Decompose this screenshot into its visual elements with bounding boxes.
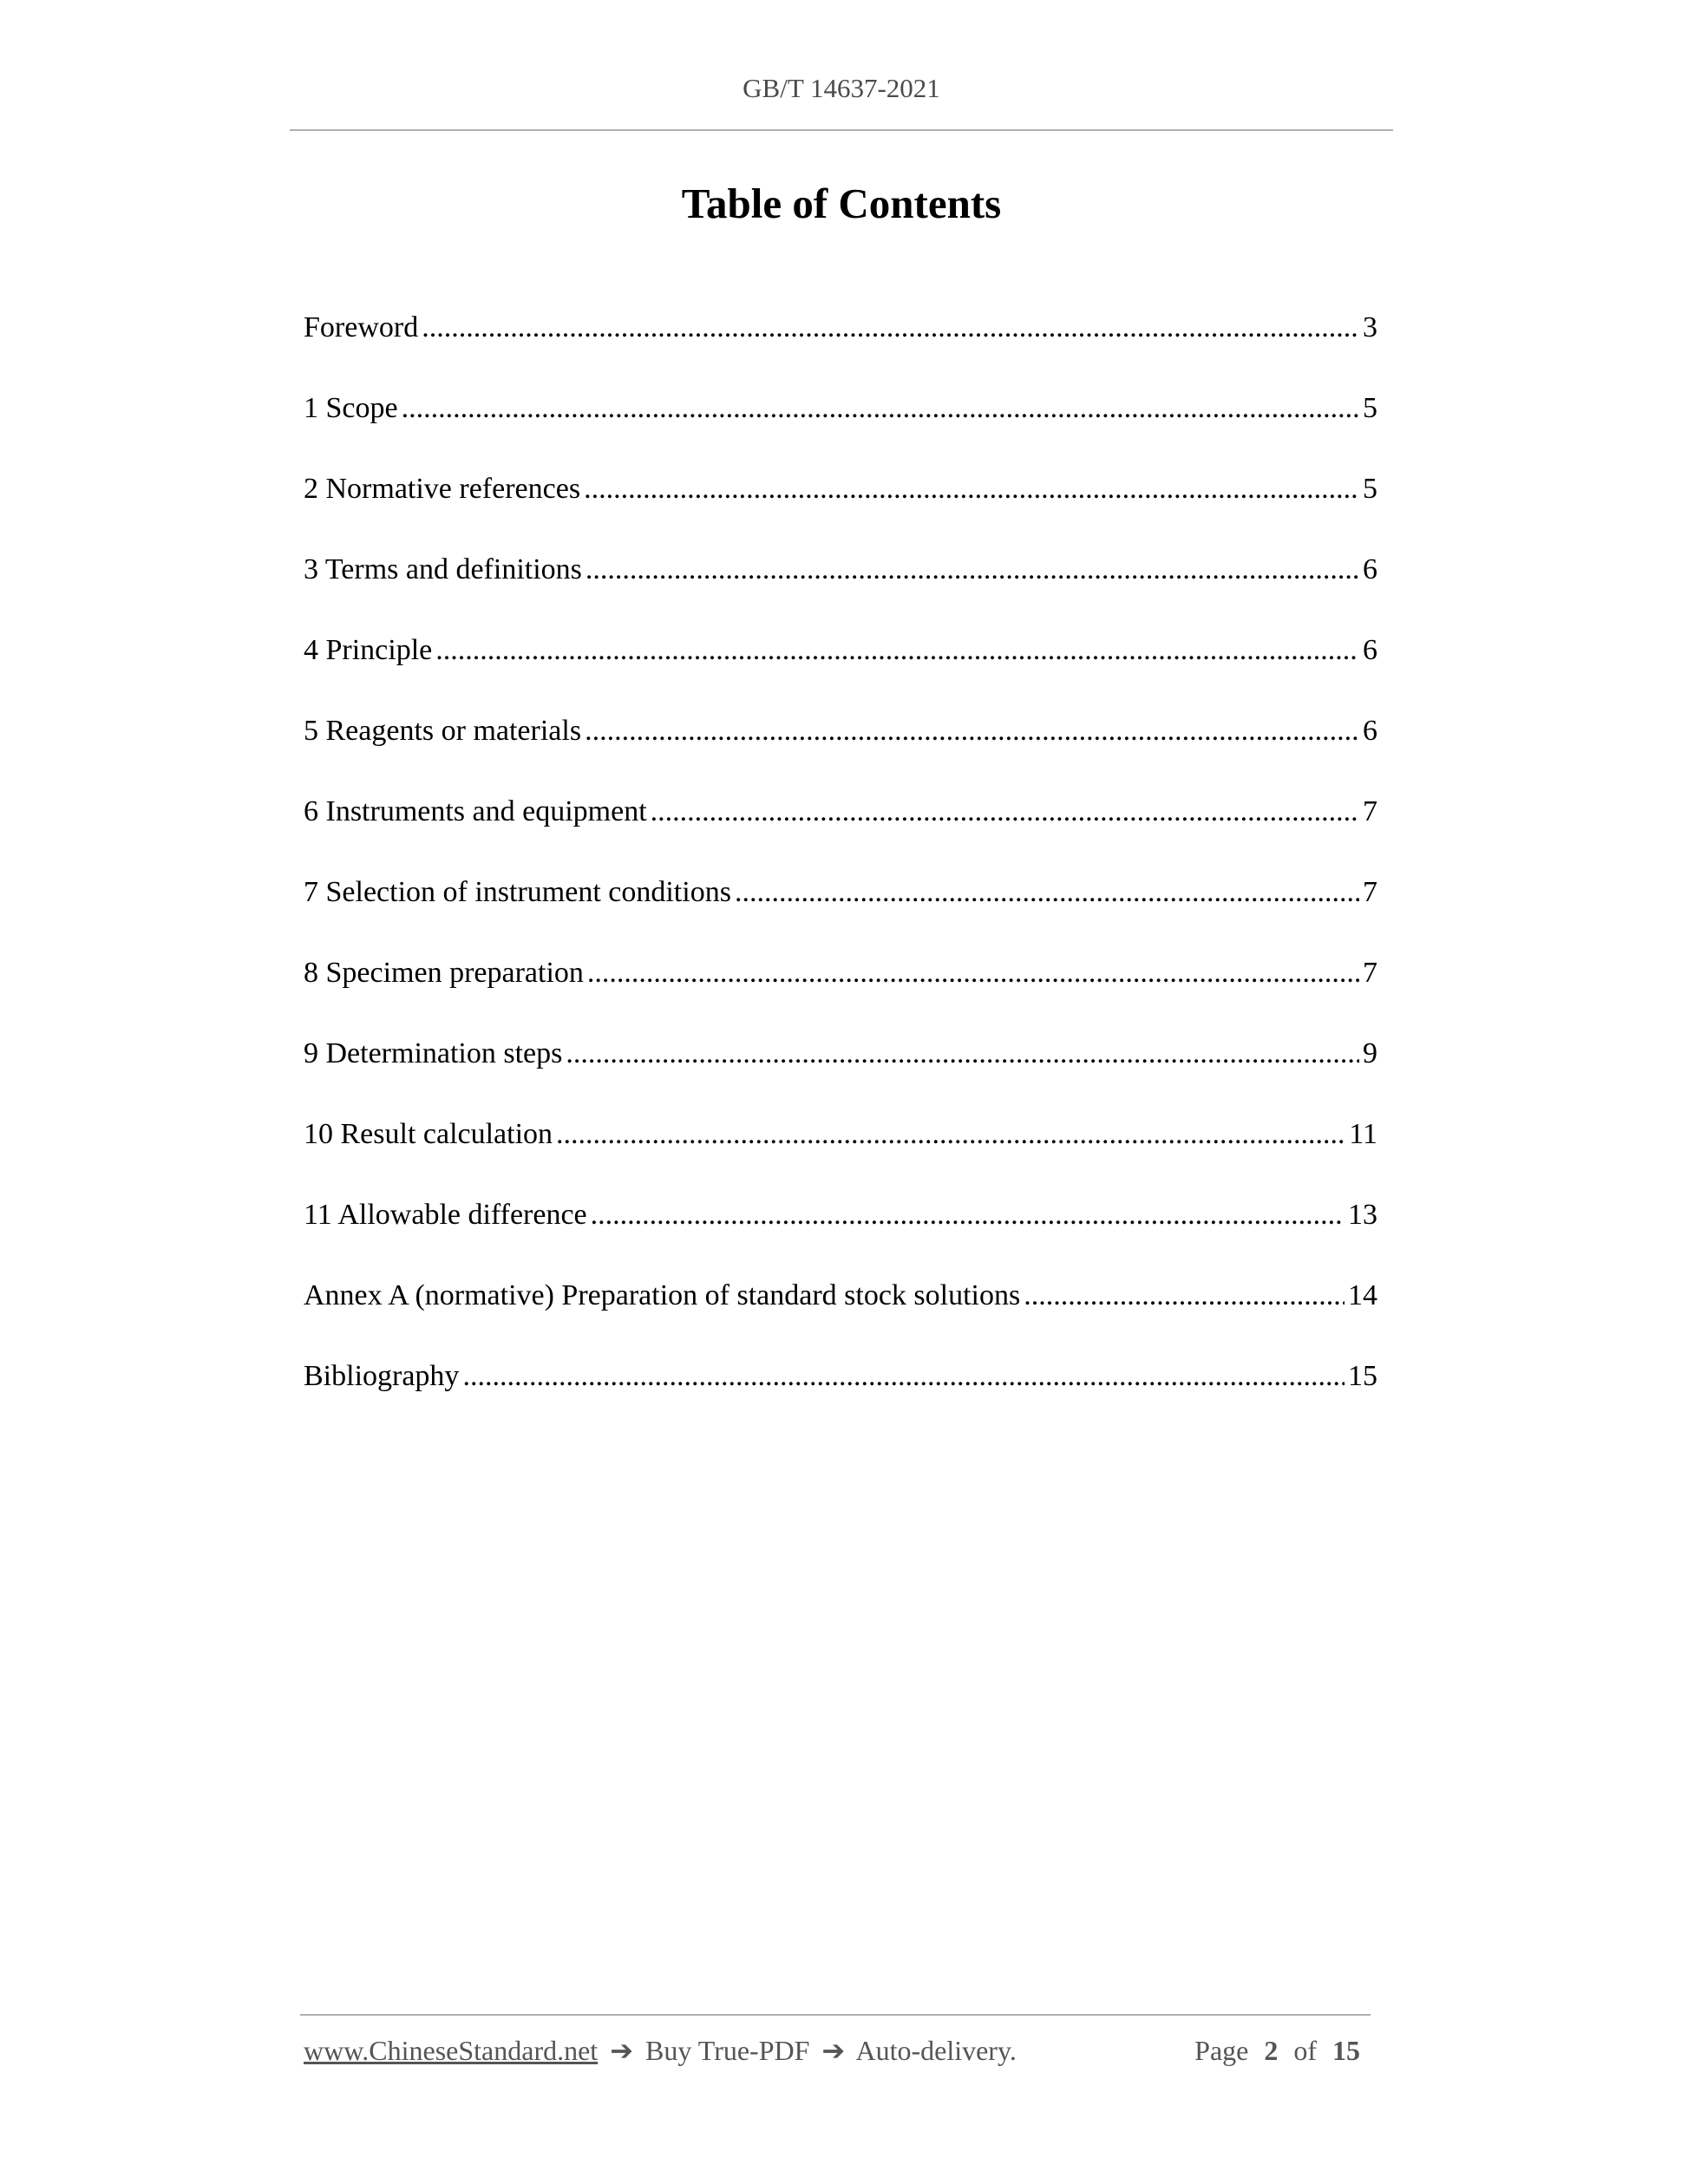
toc-entry-instrument-conditions[interactable] bbox=[304, 868, 1377, 949]
toc-entry-label: 6 Instruments and equipment bbox=[304, 795, 647, 827]
toc-dot-leader bbox=[591, 1191, 1345, 1239]
toc-entry-label: 1 Scope bbox=[304, 392, 398, 424]
toc-entry-page: 6 bbox=[1363, 553, 1377, 585]
header-divider bbox=[290, 129, 1393, 131]
toc-entry-page: 7 bbox=[1363, 876, 1377, 908]
toc-entry-annex-a[interactable] bbox=[304, 1272, 1377, 1352]
toc-entry-allowable-difference[interactable] bbox=[304, 1191, 1377, 1272]
toc-dot-leader bbox=[651, 788, 1359, 836]
toc-entry-label: 5 Reagents or materials bbox=[304, 715, 582, 747]
toc-entry-label: 10 Result calculation bbox=[304, 1118, 553, 1150]
footer-step-delivery: Auto-delivery. bbox=[855, 2035, 1017, 2066]
toc-dot-leader bbox=[435, 626, 1359, 675]
toc-entry-page: 14 bbox=[1348, 1279, 1377, 1311]
footer-step-buy: Buy True-PDF bbox=[645, 2035, 810, 2066]
toc-entry-reagents-or-materials[interactable] bbox=[304, 707, 1377, 788]
toc-dot-leader bbox=[566, 1030, 1359, 1078]
toc-entry-foreword[interactable] bbox=[304, 304, 1377, 384]
toc-entry-bibliography[interactable] bbox=[304, 1352, 1377, 1433]
toc-entry-label: 3 Terms and definitions bbox=[304, 553, 582, 585]
toc-dot-leader bbox=[585, 707, 1359, 755]
toc-entry-page: 13 bbox=[1348, 1199, 1377, 1231]
toc-entry-specimen-preparation[interactable] bbox=[304, 949, 1377, 1030]
toc-entry-label: 8 Specimen preparation bbox=[304, 957, 584, 989]
footer-promo bbox=[304, 2034, 1017, 2067]
toc-entry-label: 11 Allowable difference bbox=[304, 1199, 587, 1231]
toc-entry-label: Foreword bbox=[304, 311, 419, 343]
page-title: Table of Contents bbox=[681, 180, 1002, 227]
toc-dot-leader bbox=[422, 304, 1359, 352]
toc-entry-instruments-and-equipment[interactable] bbox=[304, 788, 1377, 868]
toc-entry-terms-and-definitions[interactable] bbox=[304, 546, 1377, 626]
right-arrow-icon: ➔ bbox=[821, 2035, 846, 2066]
toc-entry-page: 5 bbox=[1363, 473, 1377, 505]
toc-dot-leader bbox=[402, 384, 1359, 433]
toc-entry-label: 4 Principle bbox=[304, 634, 433, 666]
right-arrow-icon: ➔ bbox=[610, 2035, 633, 2066]
website-link[interactable]: www.ChineseStandard.net bbox=[304, 2035, 599, 2066]
toc-entry-result-calculation[interactable] bbox=[304, 1110, 1377, 1191]
toc-entry-page: 7 bbox=[1363, 795, 1377, 827]
toc-entry-page: 5 bbox=[1363, 392, 1377, 424]
toc-entry-principle[interactable] bbox=[304, 626, 1377, 707]
toc-dot-leader bbox=[587, 949, 1359, 997]
page-prefix: Page bbox=[1194, 2035, 1249, 2066]
page-number bbox=[1194, 2035, 1369, 2067]
running-header: GB/T 14637-2021 bbox=[743, 73, 940, 103]
toc-entry-page: 3 bbox=[1363, 311, 1377, 343]
toc-entry-determination-steps[interactable] bbox=[304, 1030, 1377, 1110]
toc-entry-normative-references[interactable] bbox=[304, 465, 1377, 546]
toc-entry-label: Annex A (normative) Preparation of standard stock solutions bbox=[304, 1279, 1021, 1311]
toc-entry-page: 15 bbox=[1348, 1360, 1377, 1392]
toc-entry-label: 9 Determination steps bbox=[304, 1037, 563, 1069]
toc-dot-leader bbox=[586, 546, 1359, 594]
page-footer bbox=[304, 2034, 1369, 2067]
toc-entry-page: 9 bbox=[1363, 1037, 1377, 1069]
page-of: of bbox=[1293, 2035, 1317, 2066]
toc-entry-page: 7 bbox=[1363, 957, 1377, 989]
toc-entry-page: 6 bbox=[1363, 715, 1377, 747]
toc-entry-label: Bibliography bbox=[304, 1360, 460, 1392]
toc-dot-leader bbox=[584, 465, 1359, 513]
toc-dot-leader bbox=[556, 1110, 1345, 1159]
toc-dot-leader bbox=[462, 1352, 1345, 1401]
toc-entry-label: 2 Normative references bbox=[304, 473, 581, 505]
toc-dot-leader bbox=[735, 868, 1359, 917]
toc-entry-page: 11 bbox=[1349, 1118, 1377, 1150]
toc-dot-leader bbox=[1024, 1272, 1345, 1320]
toc-entry-label: 7 Selection of instrument conditions bbox=[304, 876, 731, 908]
toc-list bbox=[304, 304, 1377, 1433]
toc-entry-scope[interactable] bbox=[304, 384, 1377, 465]
toc-entry-page: 6 bbox=[1363, 634, 1377, 666]
page-current: 2 bbox=[1264, 2035, 1279, 2066]
footer-divider bbox=[300, 2014, 1371, 2016]
page-total: 15 bbox=[1332, 2035, 1360, 2066]
